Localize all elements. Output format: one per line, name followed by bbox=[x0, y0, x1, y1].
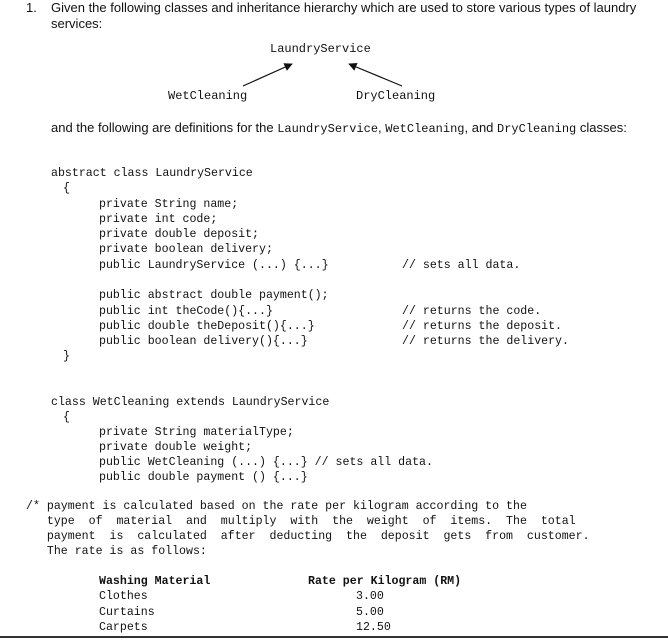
diagram-child-drycleaning: DryCleaning bbox=[356, 89, 436, 103]
table-header-rate: Rate per Kilogram (RM) bbox=[308, 575, 462, 588]
bottom-divider bbox=[0, 636, 668, 638]
definitions-intro: and the following are definitions for the LaundryService, WetCleaning, and DryCleaning classes: bbox=[51, 120, 627, 136]
inheritance-arrows bbox=[0, 0, 668, 120]
comment-returns-delivery: // returns the delivery. bbox=[402, 335, 569, 348]
laundryservice-constructor: public LaundryService (...) {...} bbox=[99, 259, 329, 272]
constructor-comment: // sets all data. bbox=[402, 259, 521, 272]
laundryservice-open-brace: { bbox=[63, 182, 70, 195]
table-row-rate: 12.50 bbox=[356, 621, 391, 634]
table-header-material: Washing Material bbox=[99, 575, 211, 588]
comment-returns-deposit: // returns the deposit. bbox=[402, 320, 563, 333]
payment-comment-line: The rate is as follows: bbox=[26, 545, 207, 558]
field-code: private int code; bbox=[99, 213, 218, 226]
table-row-material: Carpets bbox=[99, 621, 148, 634]
class-name-wetcleaning: WetCleaning bbox=[385, 122, 465, 136]
class-name-drycleaning: DryCleaning bbox=[497, 122, 577, 136]
table-row-rate: 5.00 bbox=[356, 606, 384, 619]
payment-comment-line: /* payment is calculated based on the rate per kilogram according to the bbox=[26, 500, 527, 513]
table-row-material: Clothes bbox=[99, 590, 148, 603]
table-row-material: Curtains bbox=[99, 606, 155, 619]
arrow-wet-to-laundry bbox=[243, 64, 292, 86]
wetcleaning-payment-method: public double payment () {...} bbox=[99, 471, 308, 484]
wetcleaning-constructor: public WetCleaning (...) {...} // sets all data. bbox=[99, 456, 433, 469]
field-deposit: private double deposit; bbox=[99, 228, 260, 241]
wetcleaning-open-brace: { bbox=[63, 411, 70, 424]
method-delivery: public boolean delivery(){...} bbox=[99, 335, 308, 348]
payment-comment-line: type of material and multiply with the weight of items. The total bbox=[26, 515, 576, 528]
question-intro: Given the following classes and inheritance hierarchy which are used to store various types of laundry services: bbox=[51, 0, 637, 31]
table-row-rate: 3.00 bbox=[356, 590, 384, 603]
method-thecode: public int theCode(){...} bbox=[99, 305, 273, 318]
laundryservice-close-brace: } bbox=[63, 350, 70, 363]
field-materialtype: private String materialType; bbox=[99, 426, 294, 439]
method-payment-abstract: public abstract double payment(); bbox=[99, 289, 329, 302]
diagram-child-wetcleaning: WetCleaning bbox=[168, 89, 248, 103]
laundryservice-header: abstract class LaundryService bbox=[51, 167, 253, 180]
comment-returns-code: // returns the code. bbox=[402, 305, 542, 318]
wetcleaning-header: class WetCleaning extends LaundryService bbox=[51, 396, 330, 409]
field-delivery: private boolean delivery; bbox=[99, 243, 273, 256]
question-number: 1. bbox=[26, 0, 37, 15]
field-weight: private double weight; bbox=[99, 441, 253, 454]
field-name: private String name; bbox=[99, 198, 239, 211]
arrow-dry-to-laundry bbox=[349, 64, 402, 86]
class-name-laundryservice: LaundryService bbox=[277, 122, 379, 136]
payment-comment-line: payment is calculated after deducting the deposit gets from customer. bbox=[26, 530, 590, 543]
diagram-parent-laundryservice: LaundryService bbox=[270, 42, 371, 56]
method-thedeposit: public double theDeposit(){...} bbox=[99, 320, 315, 333]
